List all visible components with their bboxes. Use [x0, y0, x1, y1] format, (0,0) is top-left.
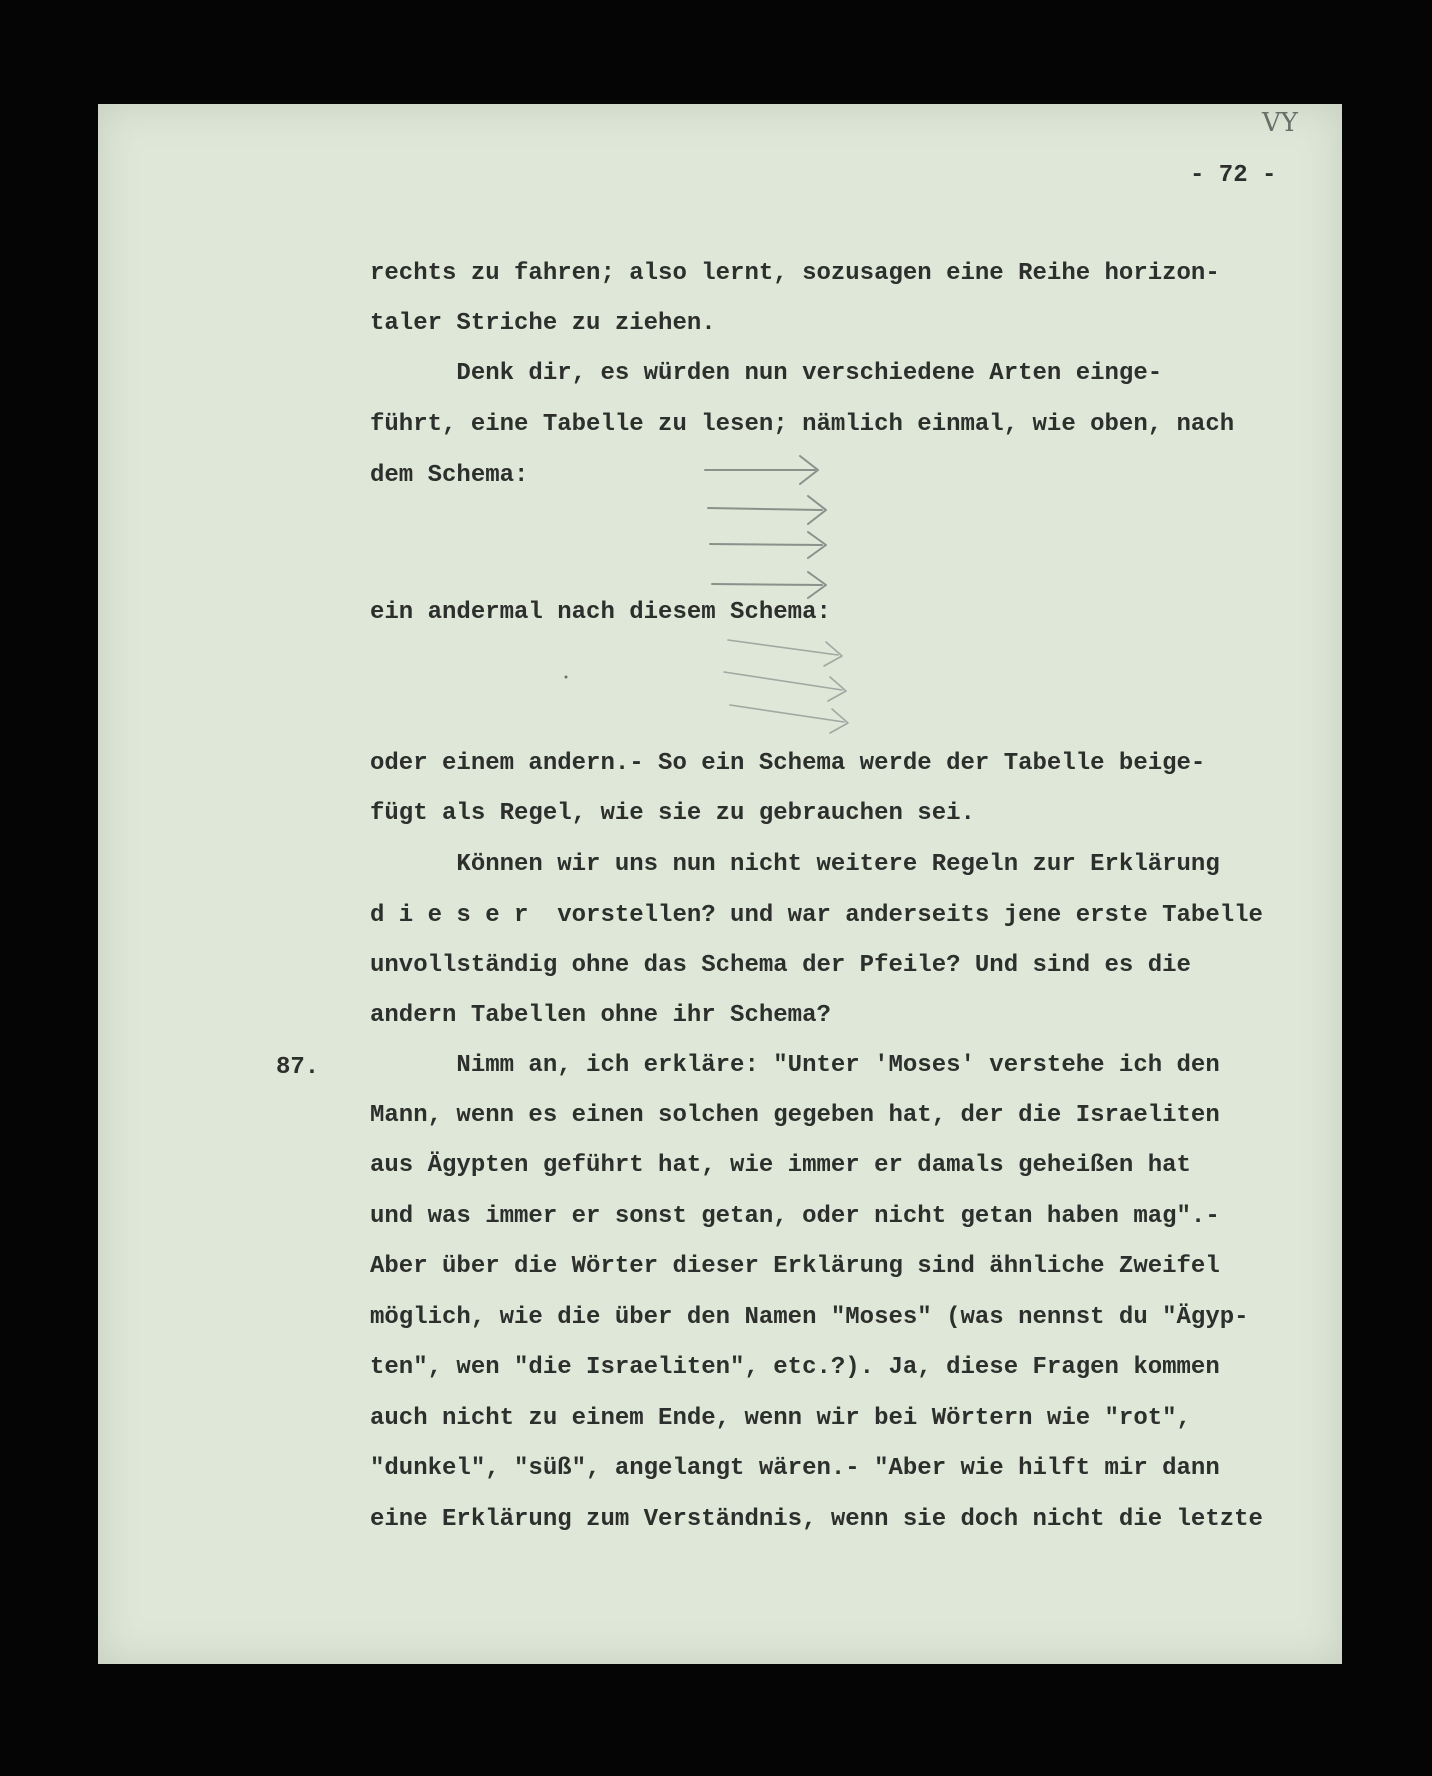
- text-line-19: ten", wen "die Israeliten", etc.?). Ja, diese Fragen kommen: [370, 1354, 1220, 1381]
- text-line-12: andern Tabellen ohne ihr Schema?: [370, 1002, 831, 1029]
- text-line-3: Denk dir, es würden nun verschiedene Arten einge-: [370, 360, 1163, 387]
- text-line-14: Mann, wenn es einen solchen gegeben hat, der die Israeliten: [370, 1102, 1220, 1129]
- text-line-18: möglich, wie die über den Namen "Moses" (was nennst du "Ägyp-: [370, 1304, 1249, 1331]
- text-line-2: taler Striche zu ziehen.: [370, 310, 716, 337]
- text-line-17: Aber über die Wörter dieser Erklärung sind ähnliche Zweifel: [370, 1253, 1220, 1280]
- text-line-7: oder einem andern.- So ein Schema werde der Tabelle beige-: [370, 750, 1206, 777]
- text-line-1: rechts zu fahren; also lernt, sozusagen eine Reihe horizon-: [370, 260, 1220, 287]
- text-line-13: Nimm an, ich erkläre: "Unter 'Moses' verstehe ich den: [370, 1052, 1220, 1079]
- text-line-21: "dunkel", "süß", angelangt wären.- "Aber wie hilft mir dann: [370, 1455, 1220, 1482]
- horizontal-arrow-2: [708, 496, 826, 524]
- section-number: 87.: [276, 1054, 320, 1081]
- text-line-11: unvollständig ohne das Schema der Pfeile? Und sind es die: [370, 952, 1191, 979]
- slanted-arrow-3: [730, 705, 848, 733]
- text-line-4: führt, eine Tabelle zu lesen; nämlich einmal, wie oben, nach: [370, 411, 1235, 438]
- ink-speck: [565, 676, 568, 679]
- text-line-6: ein andermal nach diesem Schema:: [370, 599, 831, 626]
- text-line-22: eine Erklärung zum Verständnis, wenn sie doch nicht die letzte: [370, 1506, 1263, 1533]
- horizontal-arrow-3: [710, 532, 826, 558]
- text-line-10: d i e s e r vorstellen? und war anderseits jene erste Tabelle: [370, 902, 1263, 929]
- corner-pencil-mark: VY: [1262, 108, 1298, 138]
- text-line-9: Können wir uns nun nicht weitere Regeln zur Erklärung: [370, 851, 1220, 878]
- horizontal-arrow-4: [712, 572, 826, 598]
- text-line-20: auch nicht zu einem Ende, wenn wir bei Wörtern wie "rot",: [370, 1405, 1191, 1432]
- text-line-5: dem Schema:: [370, 462, 529, 489]
- page-number: - 72 -: [1190, 162, 1277, 189]
- text-line-16: und was immer er sonst getan, oder nicht getan haben mag".-: [370, 1203, 1220, 1230]
- horizontal-arrow-1: [705, 456, 818, 484]
- slanted-arrow-2: [724, 672, 846, 701]
- text-line-8: fügt als Regel, wie sie zu gebrauchen sei.: [370, 800, 975, 827]
- slanted-arrow-1: [728, 640, 842, 666]
- text-line-15: aus Ägypten geführt hat, wie immer er damals geheißen hat: [370, 1152, 1191, 1179]
